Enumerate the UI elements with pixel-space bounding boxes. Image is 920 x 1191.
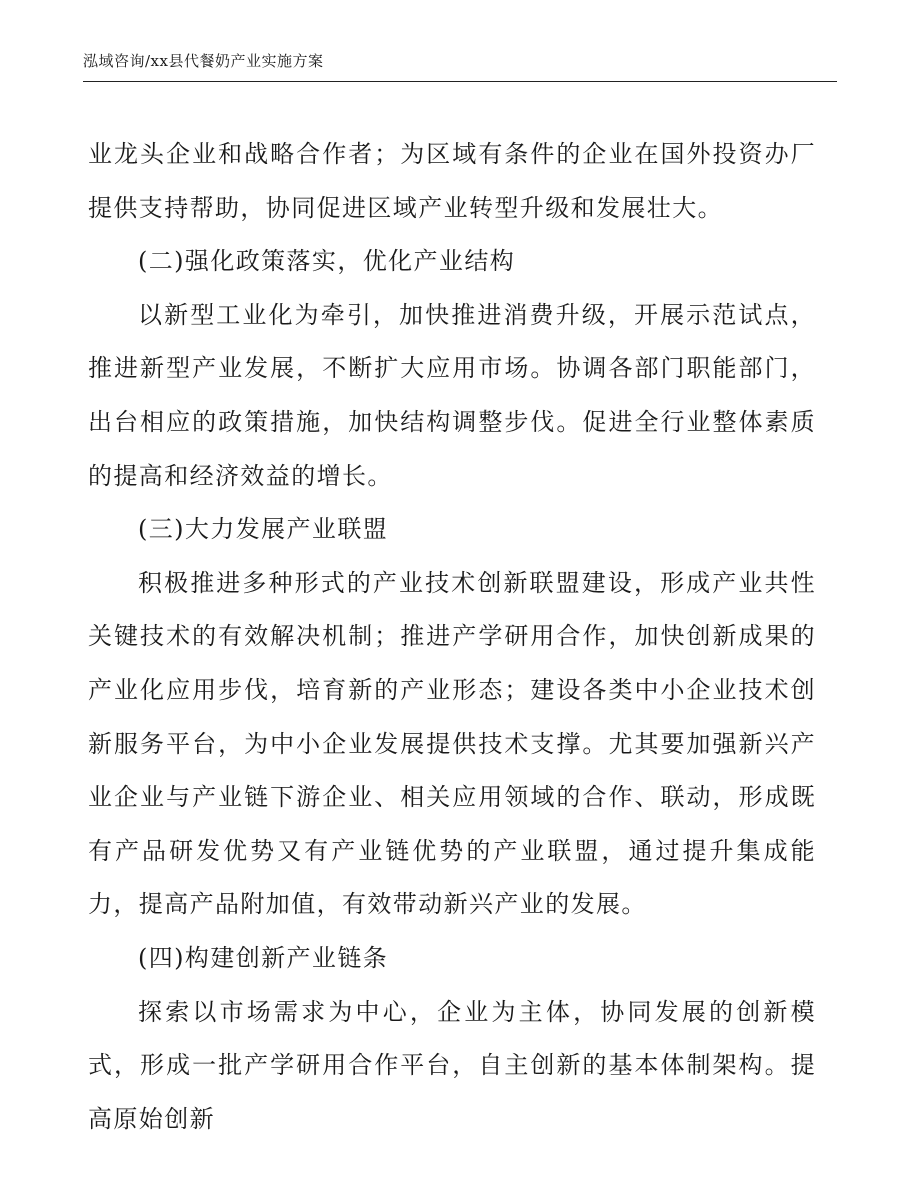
paragraph-2: 以新型工业化为牵引，加快推进消费升级，开展示范试点，推进新型产业发展，不断扩大应用市场。协调各部门职能部门，出台相应的政策措施，加快结构调整步伐。促进全行业整体素质的提高和经济效益的增长。	[88, 300, 816, 490]
section-heading-3: (三)大力发展产业联盟	[138, 515, 389, 544]
section-heading-2: (二)强化政策落实，优化产业结构	[138, 247, 516, 276]
header-title: 泓域咨询/xx县代餐奶产业实施方案	[83, 52, 324, 70]
section-heading-4: (四)构建创新产业链条	[138, 943, 389, 972]
page-header	[83, 48, 837, 82]
paragraph-3: 积极推进多种形式的产业技术创新联盟建设，形成产业共性关键技术的有效解决机制；推进产学研用合作，加快创新成果的产业化应用步伐，培育新的产业形态；建设各类中小企业技术创新服务平台，为中小企业发展提供技术支撑。尤其要加强新兴产业企业与产业链下游企业、相关应用领域的合作、联动，形成既有产品研发优势又有产业链优势的产业联盟，通过提升集成能力，提高产品附加值，有效带动新兴产业的发展。	[88, 568, 816, 919]
paragraph-4: 探索以市场需求为中心，企业为主体，协同发展的创新模式，形成一批产学研用合作平台，自主创新的基本体制架构。提高原始创新	[88, 997, 816, 1133]
document-body	[88, 128, 816, 1146]
paragraph-continued: 业龙头企业和战略合作者；为区域有条件的企业在国外投资办厂提供支持帮助，协同促进区域产业转型升级和发展壮大。	[88, 140, 816, 222]
